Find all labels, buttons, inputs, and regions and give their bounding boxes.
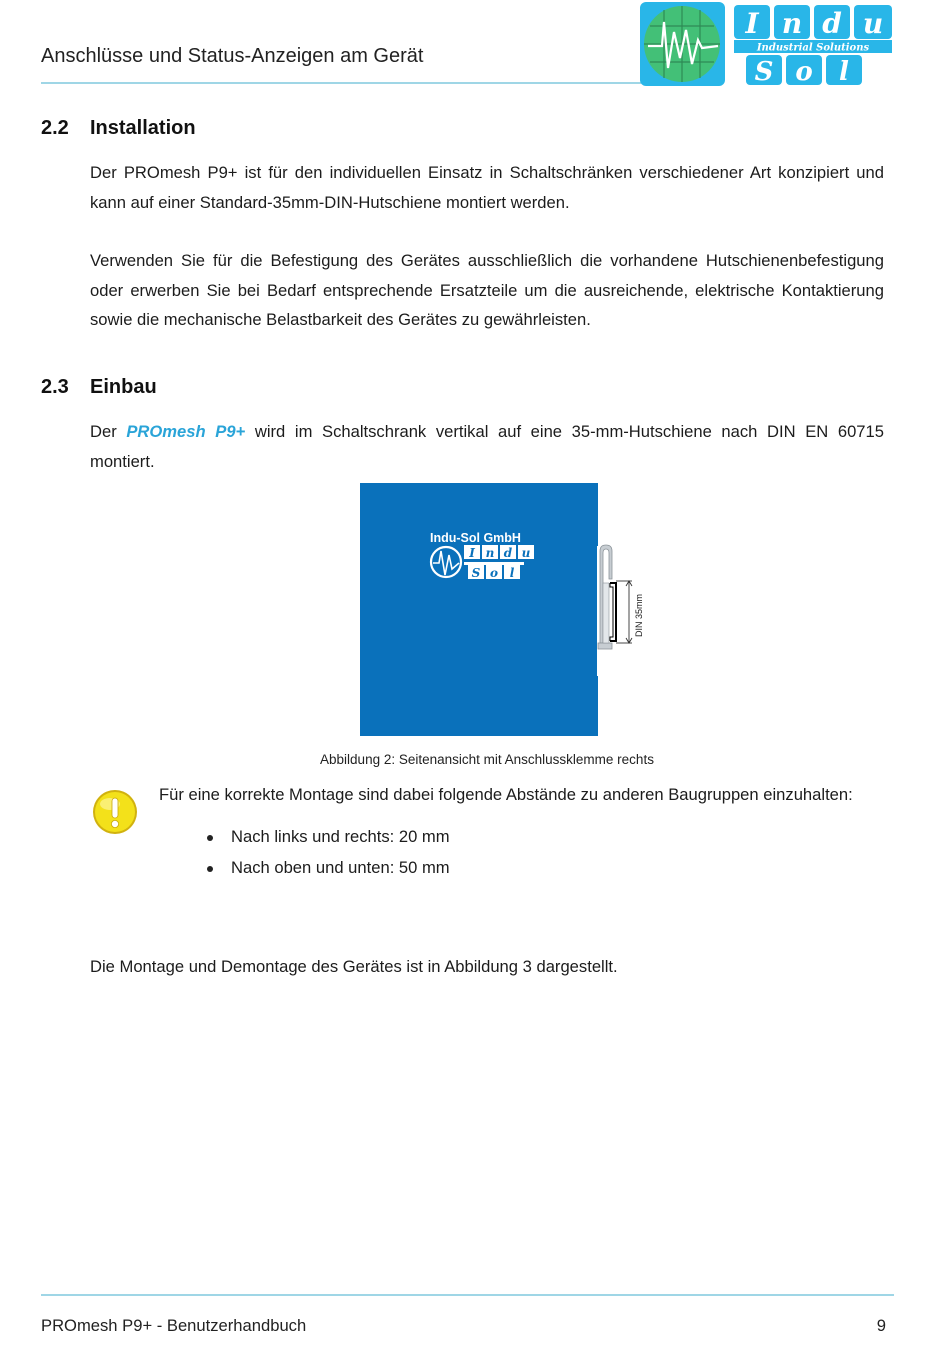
svg-text:u: u xyxy=(521,546,531,560)
header-divider xyxy=(41,82,641,84)
page-number: 9 xyxy=(876,1316,886,1335)
section-heading-einbau xyxy=(41,376,157,399)
svg-text:o: o xyxy=(489,566,499,580)
svg-text:S: S xyxy=(754,57,774,86)
footer-divider xyxy=(41,1294,894,1296)
list-item: Nach oben und unten: 50 mm xyxy=(200,857,450,888)
warning-text: Für eine korrekte Montage sind dabei folgende Abstände zu anderen Baugruppen einzuhalten: xyxy=(159,785,853,804)
installation-paragraph-1: Der PROmesh P9+ ist für den individuellen Einsatz in Schaltschränken verschiedener Art konzipiert und kann auf einer Standard-35mm-DIN-Hutschiene montiert werden. xyxy=(90,163,884,212)
section-title: Installation xyxy=(90,117,196,139)
closing-paragraph: Die Montage und Demontage des Gerätes ist in Abbildung 3 dargestellt. xyxy=(90,957,618,976)
list-item: Nach links und rechts: 20 mm xyxy=(200,826,450,857)
section-title: Einbau xyxy=(90,376,157,398)
svg-text:d: d xyxy=(503,546,513,560)
installation-paragraph-2: Verwenden Sie für die Befestigung des Gerätes ausschließlich die vorhandene Hutschienenbefestigung oder erwerben Sie bei Bedarf entsprechende Ersatzteile um die ausreichende, elektrische Kontaktierung sowie die mechanische Belastbarkeit des Gerätes zu gewährleisten. xyxy=(90,251,884,329)
footer-document-title: PROmesh P9+ - Benutzerhandbuch xyxy=(41,1316,307,1335)
svg-text:l: l xyxy=(839,57,849,86)
device-company-label: Indu-Sol GmbH xyxy=(430,531,521,545)
einbau-paragraph: Der PROmesh P9+ wird im Schaltschrank vertikal auf eine 35-mm-Hutschiene nach DIN EN 60715 montiert. xyxy=(90,422,884,471)
bullet-icon xyxy=(207,866,213,872)
device-housing xyxy=(360,483,598,736)
warning-icon xyxy=(92,789,138,835)
product-name: PROmesh P9+ xyxy=(126,422,246,441)
section-number: 2.2 xyxy=(41,117,69,139)
din-rail-label: DIN 35mm xyxy=(634,593,644,637)
indu-sol-logo xyxy=(640,2,896,86)
section-heading-installation xyxy=(41,117,196,140)
din-rail-clip xyxy=(597,545,612,676)
svg-text:l: l xyxy=(509,566,515,580)
logo-lettering-bottom xyxy=(746,55,862,86)
header-title: Anschlüsse und Status-Anzeigen am Gerät xyxy=(41,45,424,67)
svg-text:n: n xyxy=(781,7,803,40)
svg-text:I: I xyxy=(469,546,475,560)
device-side-view-figure xyxy=(360,483,650,736)
svg-text:n: n xyxy=(485,546,495,560)
svg-text:S: S xyxy=(471,566,481,580)
din-dimension-line xyxy=(616,581,632,643)
svg-text:u: u xyxy=(862,7,884,40)
svg-text:d: d xyxy=(822,7,842,40)
logo-lettering-top xyxy=(734,5,892,40)
figure-caption: Abbildung 2: Seitenansicht mit Anschlussklemme rechts xyxy=(320,752,654,767)
bullet-icon xyxy=(207,835,213,841)
spacing-list xyxy=(200,826,450,888)
svg-text:I: I xyxy=(745,7,759,40)
section-number: 2.3 xyxy=(41,376,69,398)
logo-tagline: Industrial Solutions xyxy=(756,42,870,54)
svg-text:o: o xyxy=(795,57,813,86)
